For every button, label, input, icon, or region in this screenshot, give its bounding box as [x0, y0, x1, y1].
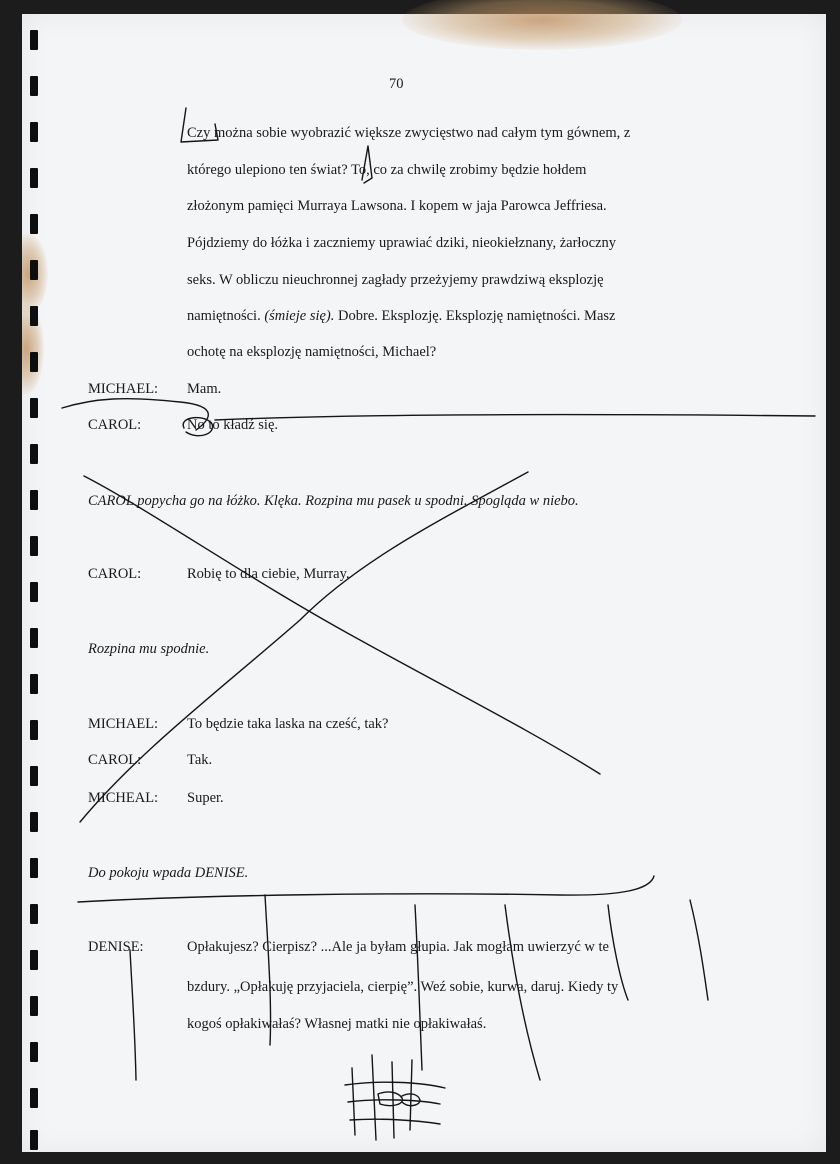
water-stain-top: [402, 0, 682, 50]
speaker-carol: CAROL:: [88, 417, 142, 433]
binding-edge: [0, 0, 22, 1164]
monologue-line-2: którego ulepiono ten świat? To, co za chwilę zrobimy będzie hołdem: [187, 162, 587, 178]
monologue-line-6-start: namiętności.: [187, 308, 265, 324]
monologue-line-5: seks. W obliczu nieuchronnej zagłady przeżyjemy prawdziwą eksplozję: [187, 272, 604, 288]
speaker-denise: DENISE:: [88, 939, 144, 955]
monologue-line-6: [187, 309, 615, 324]
stage-direction-laughs: (śmieje się).: [264, 308, 335, 324]
line-carol-2: Robię to dla ciebie, Murray.: [187, 566, 350, 582]
line-denise-1: Opłakujesz? Cierpisz? ...Ale ja byłam głupia. Jak mogłam uwierzyć w te: [187, 939, 609, 955]
line-michael-2: To będzie taka laska na cześć, tak?: [187, 716, 389, 732]
monologue-line-7: ochotę na eksplozję namiętności, Michael?: [187, 344, 437, 360]
monologue-line-4: Pójdziemy do łóżka i zaczniemy uprawiać dziki, nieokiełznany, żarłoczny: [187, 235, 617, 251]
stage-direction-1: CAROL popycha go na łóżko. Klęka. Rozpina mu pasek u spodni. Spogląda w niebo.: [88, 493, 579, 509]
monologue-line-6-end: Dobre. Eksplozję. Eksplozję namiętności. Masz: [334, 308, 616, 324]
monologue-line-3: złożonym pamięci Murraya Lawsona. I kopem w jaja Parowca Jeffriesa.: [187, 198, 607, 214]
line-carol-3: Tak.: [187, 752, 213, 768]
speaker-michael: MICHAEL:: [88, 381, 159, 397]
line-denise-3: kogoś opłakiwałaś? Własnej matki nie opłakiwałaś.: [187, 1016, 487, 1032]
speaker-carol-2: CAROL:: [88, 566, 142, 582]
speaker-carol-3: CAROL:: [88, 752, 142, 768]
monologue-line-1: Czy można sobie wyobrazić większe zwycięstwo nad całym tym gównem, z: [187, 125, 631, 141]
stage-direction-3: Do pokoju wpada DENISE.: [88, 865, 249, 881]
line-micheal: Super.: [187, 790, 224, 806]
page-number: 70: [389, 76, 404, 92]
stage-direction-2: Rozpina mu spodnie.: [88, 641, 210, 657]
speaker-michael-2: MICHAEL:: [88, 716, 159, 732]
line-carol-1: No to kładź się.: [187, 417, 279, 433]
speaker-micheal: MICHEAL:: [88, 790, 159, 806]
line-denise-2: bzdury. „Opłakuję przyjaciela, cierpię”. Weź sobie, kurwa, daruj. Kiedy ty: [187, 979, 619, 995]
line-michael-1: Mam.: [187, 381, 222, 397]
